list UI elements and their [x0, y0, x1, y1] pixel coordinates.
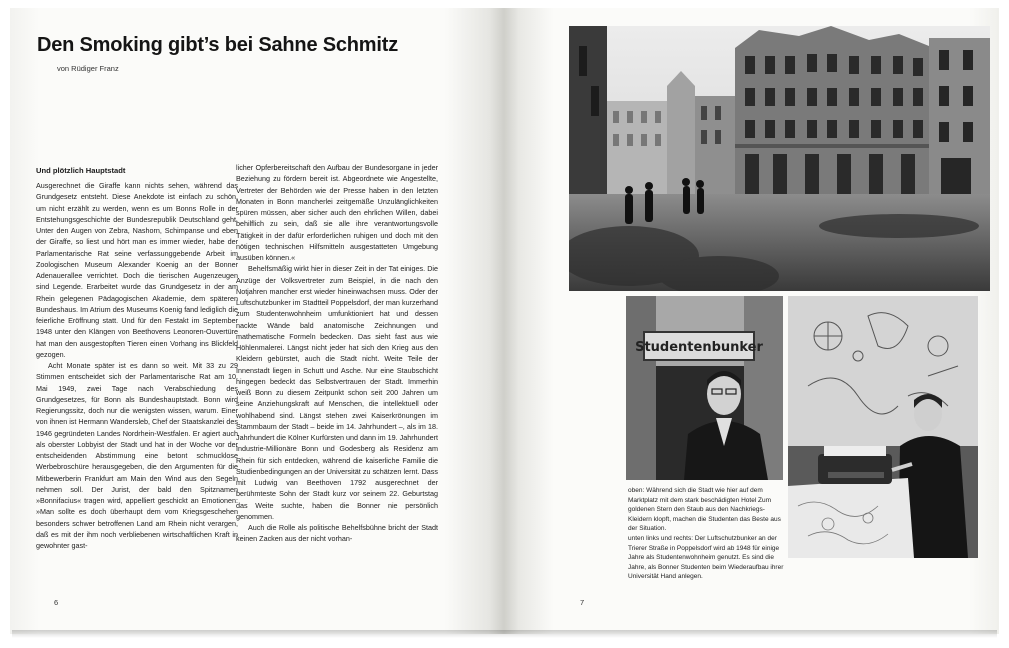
studentenbunker-portrait-photo [626, 296, 783, 480]
book-spread [10, 8, 999, 638]
article-title: Den Smoking gibt’s bei Sahne Schmitz [37, 34, 399, 56]
paragraph: Acht Monate später ist es dann so weit. Mit 33 zu 29 Stimmen entscheidet sich der Parlamentarische Rat am 10. Mai 1949, zwei Tage nach Verabschiedung des Grundgesetzes, für Bonn als Bundeshauptstadt. Bonn wird Regierungssitz, doch nur die wenigsten wissen, warum. Einer von ihnen ist Hermann Wandersleb, Chef der Staatskanzlei des 1946 gegründeten Landes Nordrhein-Westfalen. Er agiert auch als oberster Lobbyist der Stadt und hat in der Woche vor der entscheidenden Abstimmung eine betont schmucklose Werbebroschüre herausgegeben, die den Argumenten für die Mitbewerberin Frankfurt am Main den Wind aus den Segeln nehmen soll. Der Jurist, der bald den Spitznamen »Bonnifacius« tragen wird, appelliert geschickt an Emotionen: »Man sollte es doch überhaupt dem vom Kriegsgeschehen besonders schwer betroffenen Land am Rhein nicht verargen, daß es mit der ihm noch verbliebenen wirtschaftlichen Kraft in gewohnter gast- [36, 361, 238, 550]
right-page [504, 8, 999, 634]
page-number-right: 7 [580, 598, 585, 607]
paragraph: Ausgerechnet die Giraffe kann nichts sehen, während das Grundgesetz entsteht. Diese Anekdote ist einfach zu schön, um nicht erzählt zu werden, wenn es um Bonns Rolle in der Entstehungsgeschichte der Bundesrepublik Deutschland geht. Unter den Augen von Zebra, Nashorn, Schimpanse und eben der Giraffe, so liest und hört man es immer wieder, habe der Parlamentarische Rat seine verfassunggebende Arbeit im Zoologischen Museum Alexander Koenig an der Bonner Adenauerallee verrichtet. Doch die tierischen Augenzeugen sind Legende. Erarbeitet wurde das Grundgesetz in der am Rhein gelegenen Pädagogischen Akademie, dem späteren Bundeshaus. Im Atrium des Museums Koenig fand lediglich die feierliche Eröffnung statt. Und für den Festakt im September 1948 unter den Klängen von Beethovens Leonoren-Ouvertüre hat man den ausgestopften Tieren einen Vorhang ins Blickfeld gezogen. [36, 181, 238, 359]
paragraph: licher Opferbereitschaft den Aufbau der Bundesorgane in jeder Beziehung zu fördern bereit ist. Abgeordnete wie Angestellte, Vertreter der Behörden wie der Presse haben in den letzten Monaten in Bonn mancherlei zeitgemäße Unzulänglichkeiten spüren müssen, aber sicher auch den ehrlichen Willen, dabei behilflich zu sein, daß sie alle ihre verantwortungsvolle Tätigkeit in der dafür erforderlichen ruhigen und doch mit den nötigen technischen Hilfsmitteln ausgestatteten Umgebung ausüben können.« [236, 163, 438, 262]
student-typing-photo [788, 296, 978, 558]
article-subhead: Und plötzlich Hauptstadt [36, 166, 126, 175]
text-column-1 [36, 180, 238, 551]
caption-bottom: unten links und rechts: Der Luftschutzbunker an der Trierer Straße in Poppelsdorf wird ab 1948 für einige Jahre als Studentenwohnheim genutzt. Es sind die Jahre, als Bonner Studenten beim Wiederaufbau ihrer Universität Hand anlegen. [628, 534, 784, 581]
photo-caption [628, 486, 788, 582]
left-page [10, 8, 504, 634]
paragraph: Behelfsmäßig wirkt hier in dieser Zeit in der Tat einiges. Die Anzüge der Volksvertreter zum Beispiel, in die nach den Notjahren mancher erst wieder hineinwachsen muss. Oder der Luftschutzbunker im Stadtteil Poppelsdorf, der man kurzerhand zum Studentenwohnheim umfunktioniert hat und dessen nackte Wände bald anatomische Zeichnungen und mathematische Formeln bedecken. Das sieht fast aus wie Höhlenmalerei. Längst nicht jeder hat sich den Krieg aus den Kleidern gebürstet, auch die Stadt nicht. Weite Teile der Innenstadt liegen in Schutt und Asche. Nur eine Staubschicht hingegen bedeckt das Selbstvertrauen der Stadt. Immerhin weiß Bonn zu diesem Zeitpunkt schon seit 200 Jahren um seine Anziehungskraft auf Menschen, die intellektuell oder wohlhabend sind. Längst stehen zwei Kaiserkrönungen im Stammbaum der Stadt – beide im 14. Jahrhundert –, als im 18. Jahrhundert die Kölner Kurfürsten und dann im 19. Jahrhundert Industrie-Millionäre Bonn und Godesberg als Residenz am Rhein für sich entdecken, während die kaiserliche Familie die Studienbedingungen an der Universität zu schätzen lernt. Dass mit Ludwig van Beethoven 1792 ausgerechnet der berühmteste Sohn der Stadt kurz vor seinem 22. Geburtstag das Weite suchte, haben die Bonner nie persönlich genommen. [236, 264, 438, 521]
paragraph: Auch die Rolle als politische Behelfsbühne bricht der Stadt keinen Zacken aus der nicht vorhan- [236, 523, 438, 544]
article-author: von Rüdiger Franz [57, 64, 119, 73]
text-column-2 [236, 162, 438, 545]
page-number-left: 6 [54, 598, 59, 607]
marketplace-ruins-photo [569, 26, 990, 291]
bunker-sign-text: Studentenbunker [635, 340, 763, 355]
page-shadow [12, 630, 997, 638]
caption-top: oben: Während sich die Stadt wie hier auf dem Marktplatz mit dem stark beschädigten Hotel Zum goldenen Stern den Staub aus den Nachkriegs-Kleidern klopft, machen die Studenten das Beste aus der Situation. [628, 487, 781, 533]
